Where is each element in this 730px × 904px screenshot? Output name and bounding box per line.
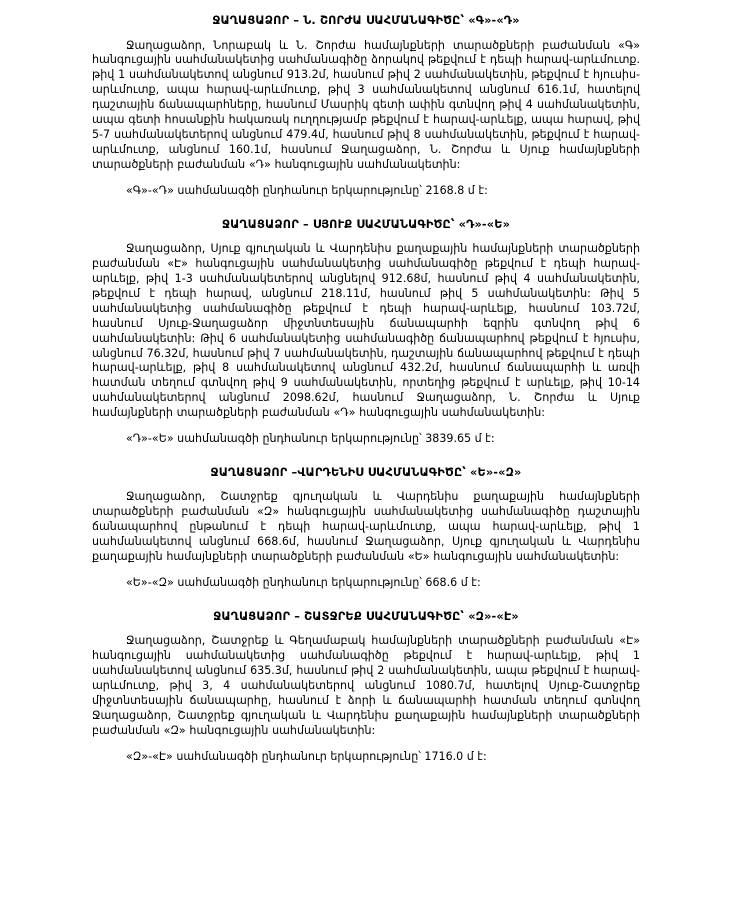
spacer <box>92 421 640 432</box>
spacer <box>92 739 640 750</box>
section-1 <box>92 14 640 199</box>
spacer <box>92 447 640 466</box>
section-body-text: Ջաղացաձոր, Սյուք գյուղական և Վարդենիս քաղաքային համայնքների տարածքների բաժանման «Է» հանգուցային սահմանակետից սահմանագիծը թեքվում է դեպի հարավ-արևելք, թիվ 1-3 սահմանակետերով անցնելով 912.68մ, հասնում թիվ 4 սահմանակետին, թեքվում է դեպի հարավ, անցնում 218.11մ, հասնում թիվ 5 սահմանակետին: Թիվ 5 սահմանակետից սահմանագիծը թեքվում է դեպի հարավ-արևելք, հասնում 103.72մ, հասնում Սյուք-Ջաղացաձոր միջտնտեսային ճանապարհի եզրին գտնվող թիվ 6 սահմանակետին: Թիվ 6 սահմանակետից սահմանագիծը ճանապարհով թեքվում է հյուսիս, անցնում 76.32մ, հասնում թիվ 7 սահմանակետին, դաշտային ճանապարհով թեքվում է դեպի հարավ-արևելք, թիվ 8 սահմանակետով անցնում 432.2մ, հասնում ճանապարհի և առվի հատման տեղում գտնվող թիվ 9 սահմանակետին, որտեղից թեքվում է արևելք, թիվ 10-14 սահմանակետերով անցնում 2098.62մ, հասնում Ջաղացաձոր, Ն. Շորժա և Սյուք համայնքների տարածքների բաժանման «Դ» հանգուցային սահմանակետին: <box>92 242 640 420</box>
section-body-text: Ջաղացաձոր, Շատջրեք և Գեղամաբակ համայնքների տարածքների բաժանման «Է» հանգուցային սահմանակետից սահմանագիծը թեքվում է հարավ-արևելք, թիվ 1 սահմանակետով անցնում 635.3մ, հասնում թիվ 2 սահմանակետին, ապա թեքվում է հարավ-արևմուտք, թիվ 3, 4 սահմանակետերով անցնում 1080.7մ, հատելով Սյուք-Շատջրեք միջտնտեսային ճանապարհը, հասնում է ձորի և ճանապարհի հատման տեղում գտնվող Ջաղացաձոր, Շատջրեք գյուղական և Վարդենիս քաղաքային համայնքների տարածքների բաժանման «Զ» հանգուցային սահմանակետին: <box>92 634 640 737</box>
spacer <box>92 479 640 490</box>
section-4 <box>92 610 640 765</box>
spacer <box>92 231 640 242</box>
spacer <box>92 28 640 39</box>
section-total-length: «Գ»-«Դ» սահմանագծի ընդհանուր երկարությունը՝ 2168.8 մ է: <box>126 183 488 197</box>
section-total-length: «Դ»-«Ե» սահմանագծի ընդհանուր երկարությունը՝ 3839.65 մ է: <box>126 432 495 446</box>
section-heading: ՋԱՂԱՑԱՁՈՐ – ՇԱՏՋՐԵՔ ՍԱՀՄԱՆԱԳԻԾԸ՝ «Զ»-«Է» <box>213 609 519 623</box>
section-3 <box>92 466 640 591</box>
section-heading: ՋԱՂԱՑԱՁՈՐ – Ն. ՇՈՐԺԱ ՍԱՀՄԱՆԱԳԻԾԸ՝ «Գ»-«Դ» <box>212 14 520 27</box>
spacer <box>92 173 640 184</box>
section-2 <box>92 218 640 447</box>
section-heading: ՋԱՂԱՑԱՁՈՐ – ՍՅՈՒՔ ՍԱՀՄԱՆԱԳԻԾԸ՝ «Դ»-«Ե» <box>221 217 511 231</box>
spacer <box>92 565 640 576</box>
section-total-length: «Ե»-«Զ» սահմանագծի ընդհանուր երկարությունը՝ 668.6 մ է: <box>126 576 481 590</box>
spacer <box>92 199 640 218</box>
spacer <box>92 591 640 610</box>
section-total-length: «Զ»-«Է» սահմանագծի ընդհանուր երկարությունը՝ 1716.0 մ է: <box>126 749 487 763</box>
section-heading: ՋԱՂԱՑԱՁՈՐ –ՎԱՐԴԵՆԻՍ ՍԱՀՄԱՆԱԳԻԾԸ՝ «Ե»-«Զ» <box>210 465 522 479</box>
section-body-text: Ջաղացաձոր, Նորաբակ և Ն. Շորժա համայնքների տարածքների բաժանման «Գ» հանգուցային սահմանակետից սահմանագիծը ձորակով թեքվում է դեպի հարավ-արևմուտք. թիվ 1 սահմանակետով անցնում 913.2մ, հասնում թիվ 2 սահմանակետին, թեքվում է հյուսիս-արևմուտք, ապա հարավ-արևմուտք, թիվ 3 սահմանակետով անցնում 616.1մ, հատելով դաշտային ճանապարհները, հասնում Մասրիկ գետի ափին գտնվող թիվ 4 սահմանակետին, ապա գետի հոսանքին հակառակ ուղղությամբ թեքվում է հարավ-արևելք, ապա հարավ, թիվ 5-7 սահմանակետերով անցնում 479.4մ, հասնում թիվ 8 սահմանակետին, թեքվում է հարավ-արևմուտք, անցնում 160.1մ, հասնում Ջաղացաձոր, Ն. Շորժա և Սյուք համայնքների տարածքների բաժանման «Դ» հանգուցային սահմանակետին: <box>92 38 640 171</box>
section-body-text: Ջաղացաձոր, Շատջրեք գյուղական և Վարդենիս քաղաքային համայնքների տարածքների բաժանման «Զ» հանգուցային սահմանակետից սահմանագիծը դաշտային ճանապարհով ընթանում է դեպի հարավ-արևմուտք, ապա հարավ-արևելք, թիվ 1 սահմանակետով անցնում 668.6մ, հասնում Ջաղացաձոր, Սյուք գյուղական և Վարդենիս քաղաքային համայնքների տարածքների բաժանման «Ե» հանգուցային սահմանակետին: <box>92 490 640 564</box>
spacer <box>92 623 640 634</box>
